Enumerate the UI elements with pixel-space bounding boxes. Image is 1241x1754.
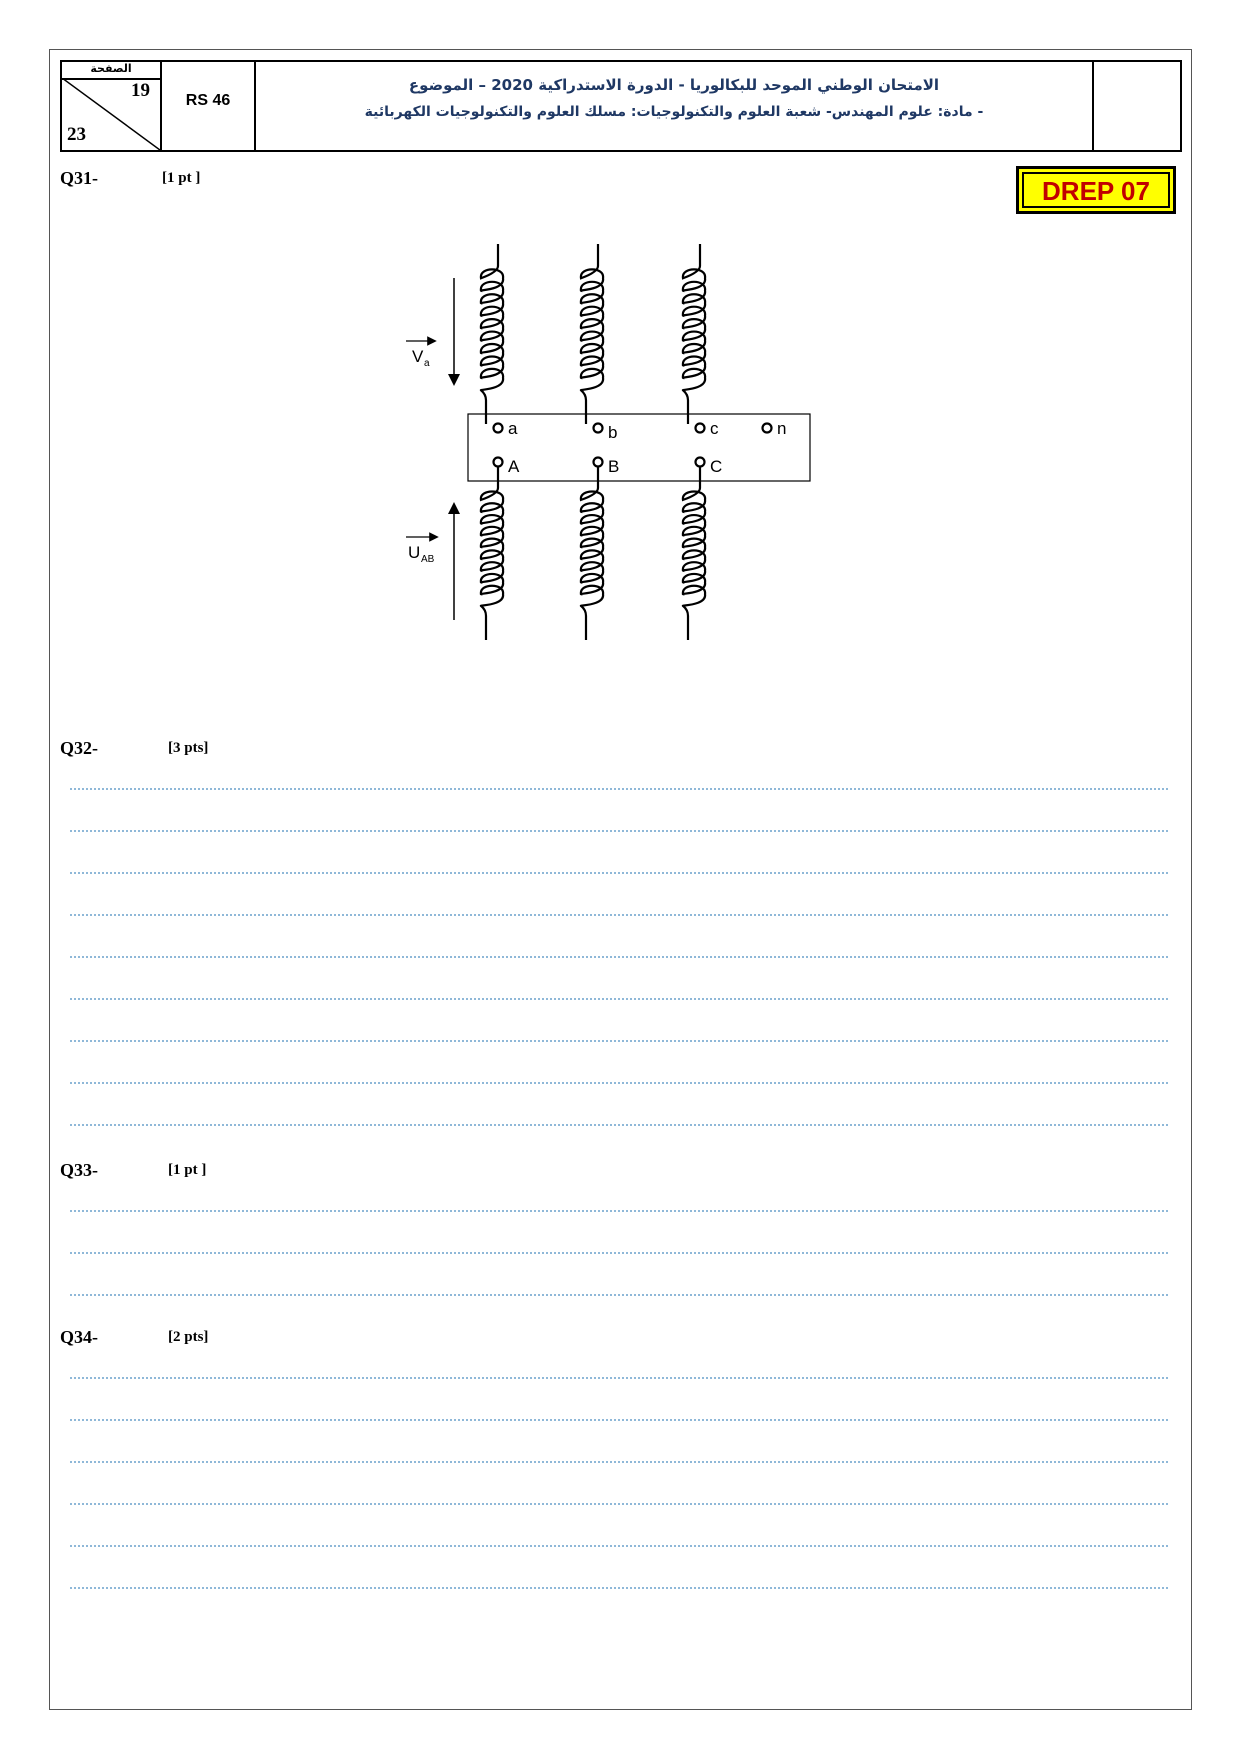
uab-label: U: [408, 543, 421, 562]
question-points-q31: [1 pt ]: [162, 170, 201, 186]
exam-title: الامتحان الوطني الموحد للبكالوريا - الدورة الاستدراكية 2020 – الموضوع: [408, 76, 940, 94]
question-points-q34: [2 pts]: [168, 1329, 209, 1345]
answer-line[interactable]: [70, 1294, 1168, 1296]
page-current: 19: [131, 80, 150, 101]
terminal-label-A: A: [508, 457, 520, 476]
terminal-B: [594, 458, 603, 467]
terminal-label-a: a: [508, 419, 518, 438]
question-points-q33: [1 pt ]: [168, 1162, 207, 1178]
exam-subject: - مادة: علوم المهندس- شعبة العلوم والتكنولوجيات: مسلك العلوم والتكنولوجيات الكهربائية: [364, 104, 984, 120]
secondary-winding-a: [481, 244, 503, 424]
primary-winding-C: [683, 466, 705, 640]
terminal-label-c: c: [710, 419, 719, 438]
answer-line[interactable]: [70, 830, 1168, 832]
secondary-winding-b: [581, 244, 603, 424]
answer-line[interactable]: [70, 914, 1168, 916]
va-label-sub: a: [424, 358, 430, 369]
terminal-C: [696, 458, 705, 467]
terminal-label-C: C: [710, 457, 723, 476]
answer-line[interactable]: [70, 1252, 1168, 1254]
terminal-c: [696, 424, 705, 433]
answer-line[interactable]: [70, 1040, 1168, 1042]
answer-line[interactable]: [70, 956, 1168, 958]
terminal-label-b: b: [608, 423, 618, 442]
secondary-winding-c: [683, 244, 705, 424]
answer-line[interactable]: [70, 1210, 1168, 1212]
terminal-n: [763, 424, 772, 433]
answer-line[interactable]: [70, 1419, 1168, 1421]
answer-line[interactable]: [70, 1377, 1168, 1379]
answer-line[interactable]: [70, 1503, 1168, 1505]
answer-line[interactable]: [70, 998, 1168, 1000]
question-label-q31: Q31-: [60, 168, 98, 188]
question-label-q32: Q32-: [60, 738, 98, 758]
drep-badge-label: DREP 07: [1022, 172, 1170, 208]
answer-line[interactable]: [70, 1124, 1168, 1126]
terminal-A: [494, 458, 503, 467]
answer-line[interactable]: [70, 872, 1168, 874]
terminal-a: [494, 424, 503, 433]
terminal-label-B: B: [608, 457, 620, 476]
question-points-q32: [3 pts]: [168, 740, 209, 756]
primary-winding-B: [581, 466, 603, 640]
answer-line[interactable]: [70, 1461, 1168, 1463]
page-label: الصفحة: [62, 62, 160, 80]
uab-label-sub: AB: [421, 554, 435, 565]
transformer-diagram: [0, 0, 1241, 700]
answer-line[interactable]: [70, 788, 1168, 790]
va-label: V: [412, 347, 424, 366]
page-total: 23: [67, 124, 86, 145]
answer-line[interactable]: [70, 1587, 1168, 1589]
primary-winding-A: [481, 466, 503, 640]
terminal-b: [594, 424, 603, 433]
question-label-q34: Q34-: [60, 1327, 98, 1347]
question-label-q33: Q33-: [60, 1160, 98, 1180]
terminal-label-n: n: [777, 419, 787, 438]
answer-line[interactable]: [70, 1545, 1168, 1547]
exam-code: RS 46: [185, 92, 231, 109]
answer-line[interactable]: [70, 1082, 1168, 1084]
